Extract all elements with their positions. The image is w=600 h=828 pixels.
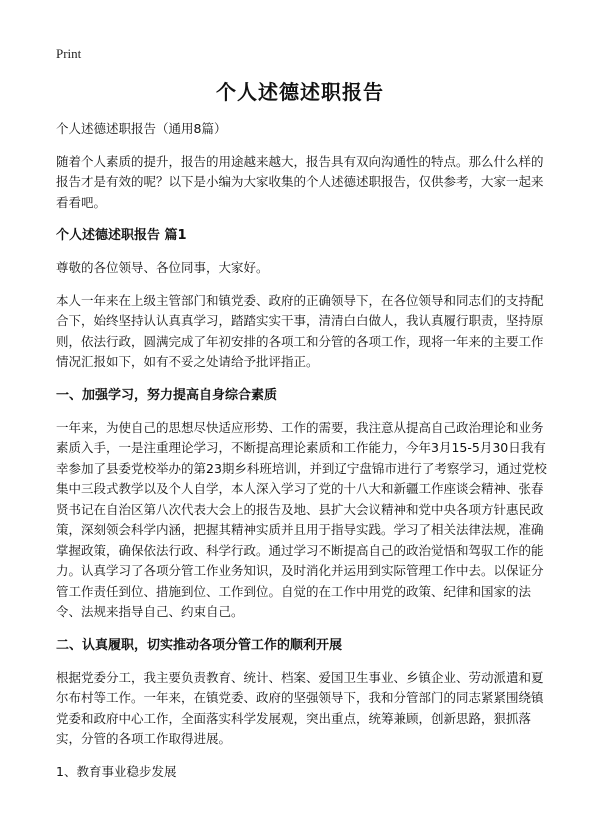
print-link[interactable]: Print [56, 46, 82, 61]
paragraph: 本人一年来在上级主管部门和镇党委、政府的正确领导下，在各位领导和同志们的支持配合下，始终坚持认认真真学习，踏踏实实干事，清清白白做人，我认真履行职责，坚持原则，依法行政，圆满完成了年初安排的各项工和分管的各项工作，现将一年来的主要工作情况汇报如下，如有不妥之处请给予批评指正。 [56, 292, 544, 369]
greeting: 尊敬的各位领导、各位同事，大家好。 [56, 260, 269, 275]
intro-paragraph: 随着个人素质的提升，报告的用途越来越大，报告具有双向沟通性的特点。那么什么样的报告才是有效的呢？以下是小编为大家收集的个人述德述职报告，仅供参考，大家一起来看看吧。 [56, 153, 544, 210]
document-body [56, 119, 554, 794]
subsection-heading: 二、认真履职，切实推动各项分管工作的顺利开展 [56, 637, 343, 653]
section-heading: 个人述德述职报告 篇1 [56, 228, 187, 243]
subtitle: 个人述德述职报告（通用8篇） [56, 121, 227, 136]
paragraph: 根据党委分工，我主要负责教育、统计、档案、爱国卫生事业、乡镇企业、劳动派遣和夏尔布村等工作。一年来，在镇党委、政府的坚强领导下，我和分管部门的同志紧紧围绕镇党委和政府中心工作，全面落实科学发展观，突出重点，统筹兼顾，创新思路，狠抓落实，分管的各项工作取得进展。 [56, 669, 544, 746]
subsection-heading: 一、加强学习，努力提高自身综合素质 [56, 387, 278, 403]
page-title: 个人述德述职报告 [216, 80, 384, 104]
paragraph: 一年来，为使自己的思想尽快适应形势、工作的需要，我注意从提高自己政治理论和业务素质入手，一是注重理论学习，不断提高理论素质和工作能力，今年3月15-5月30日我有幸参加了县委党校举办的第23期乡科班培训，并到辽宁盘锦市进行了考察学习，通过党校集中三段式教学以及个人自学，本人深入学习了党的十八大和新疆工作座谈会精神、张春贤书记在自治区第八次代表大会上的报告及地、县扩大会议精神和党中央各项方针惠民政策，深刻领会科学内涵，把握其精神实质并且用于指导实践。学习了相关法律法规，准确掌握政策，确保依法行政、科学行政。通过学习不断提高自己的政治觉悟和驾驭工作的能力。认真学习了各项分管工作业务知识，及时消化并运用到实际管理工作中去。以保证分管工作责任到位、措施到位、工作到位。自觉的在工作中用党的政策、纪律和国家的法令、法规来指导自己、约束自己。 [56, 419, 547, 619]
list-item: 1、教育事业稳步发展 [56, 763, 177, 779]
